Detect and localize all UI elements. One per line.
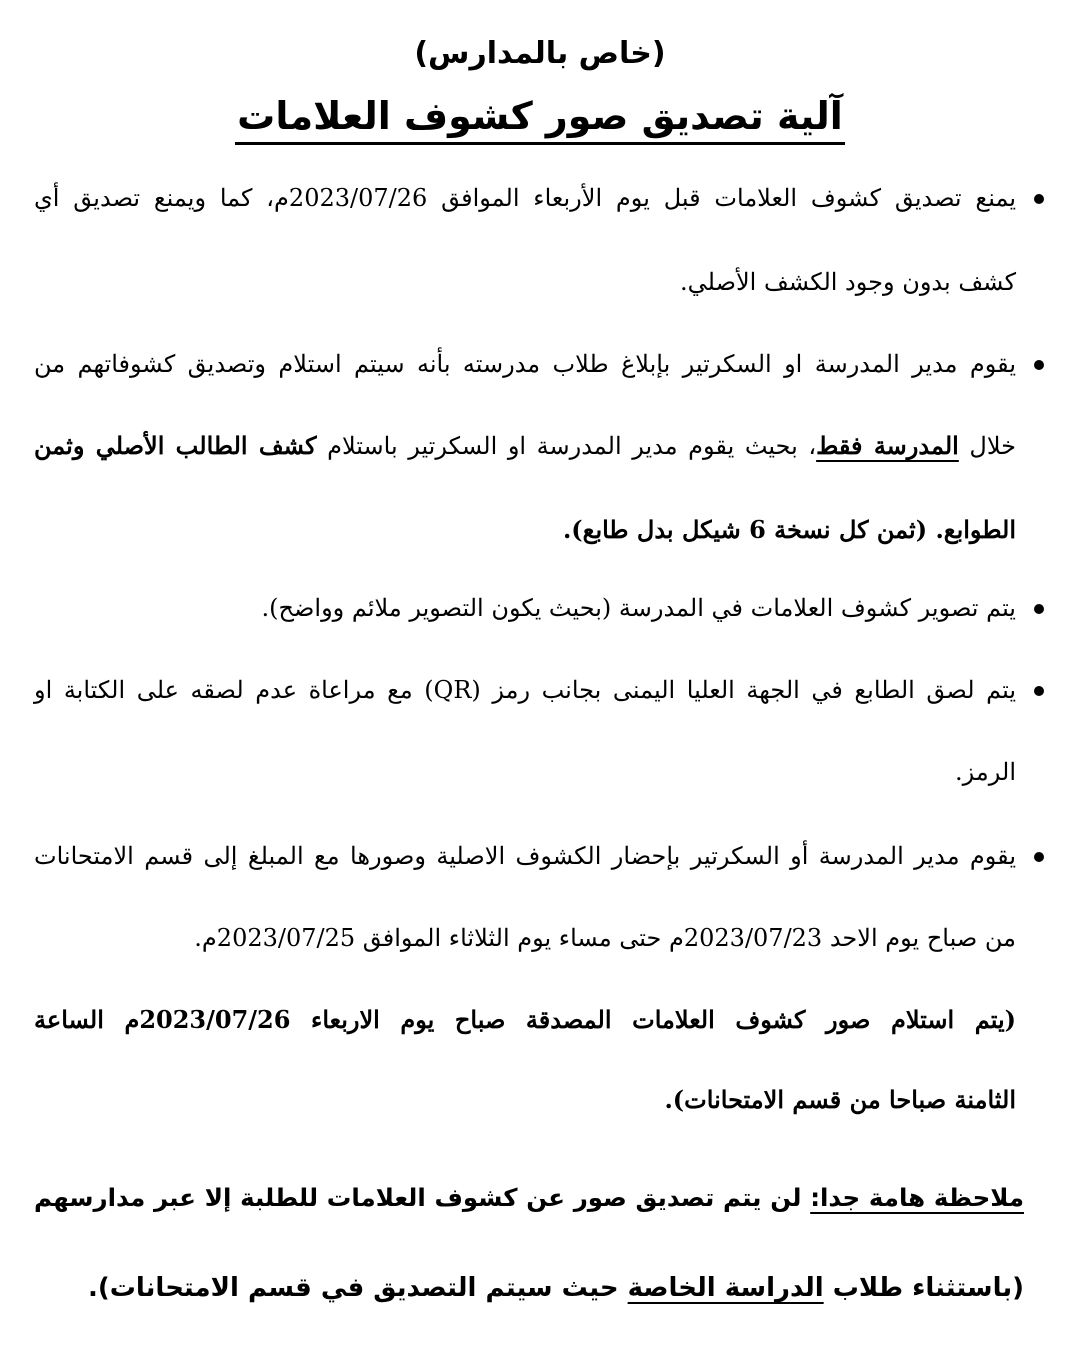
item-5-line-4: الثامنة صباحا من قسم الامتحانات). xyxy=(664,1085,1016,1114)
item-1-line-2: كشف بدون وجود الكشف الأصلي. xyxy=(680,268,1016,296)
note-text-2c: حيث سيتم التصديق في قسم الامتحانات). xyxy=(88,1273,619,1303)
item-2-text-c: ، بحيث يقوم مدير المدرسة او السكرتير باستلام xyxy=(327,432,817,460)
document-title-text: آلية تصديق صور كشوف العلامات xyxy=(235,94,845,145)
bullet-4 xyxy=(1034,686,1044,696)
item-5-line-1: يقوم مدير المدرسة أو السكرتير بإحضار الكشوف الاصلية وصورها مع المبلغ إلى قسم الامتحانات xyxy=(34,842,1016,870)
item-4-line-1: يتم لصق الطابع في الجهة العليا اليمنى بجانب رمز (QR) مع مراعاة عدم لصقه على الكتابة او xyxy=(34,676,1016,704)
document-title xyxy=(0,88,1080,144)
item-2-line-1: يقوم مدير المدرسة او السكرتير بإبلاغ طلاب مدرسته بأنه سيتم استلام وتصديق كشوفاتهم من xyxy=(34,350,1016,378)
item-1-line-1: يمنع تصديق كشوف العلامات قبل يوم الأربعاء الموافق 2023/07/26م، كما ويمنع تصديق أي xyxy=(34,184,1016,212)
item-2-line-3: الطوابع. (ثمن كل نسخة 6 شيكل بدل طابع). xyxy=(562,515,1016,544)
item-2-text-a: خلال xyxy=(969,432,1017,460)
item-5-line-2: من صباح يوم الاحد 2023/07/23م حتى مساء يوم الثلاثاء الموافق 2023/07/25م. xyxy=(194,924,1016,952)
note-line-1 xyxy=(34,1176,1024,1220)
note-label: ملاحظة هامة جدا: xyxy=(810,1183,1025,1212)
item-3-line-1: يتم تصوير كشوف العلامات في المدرسة (بحيث يكون التصوير ملائم وواضح). xyxy=(261,594,1016,622)
item-2-original-fee: كشف الطالب الأصلي وثمن xyxy=(34,431,317,460)
bullet-1 xyxy=(1034,194,1044,204)
bullet-3 xyxy=(1034,604,1044,614)
note-text-2a: (باستثناء طلاب xyxy=(832,1273,1024,1303)
note-line-2 xyxy=(34,1266,1024,1310)
item-5-line-3: (يتم استلام صور كشوف العلامات المصدقة صباح يوم الاربعاء 2023/07/26م الساعة xyxy=(34,1005,1016,1034)
document-subtitle: (خاص بالمدارس) xyxy=(414,36,666,71)
item-2-line-2 xyxy=(34,424,1016,468)
note-private-study: الدراسة الخاصة xyxy=(627,1273,824,1303)
note-text-1: لن يتم تصديق صور عن كشوف العلامات للطلبة إلا عبر مدارسهم xyxy=(34,1183,802,1212)
bullet-5 xyxy=(1034,852,1044,862)
item-4-line-2: الرمز. xyxy=(955,758,1016,786)
bullet-2 xyxy=(1034,360,1044,370)
item-2-school-only: المدرسة فقط xyxy=(816,431,959,460)
